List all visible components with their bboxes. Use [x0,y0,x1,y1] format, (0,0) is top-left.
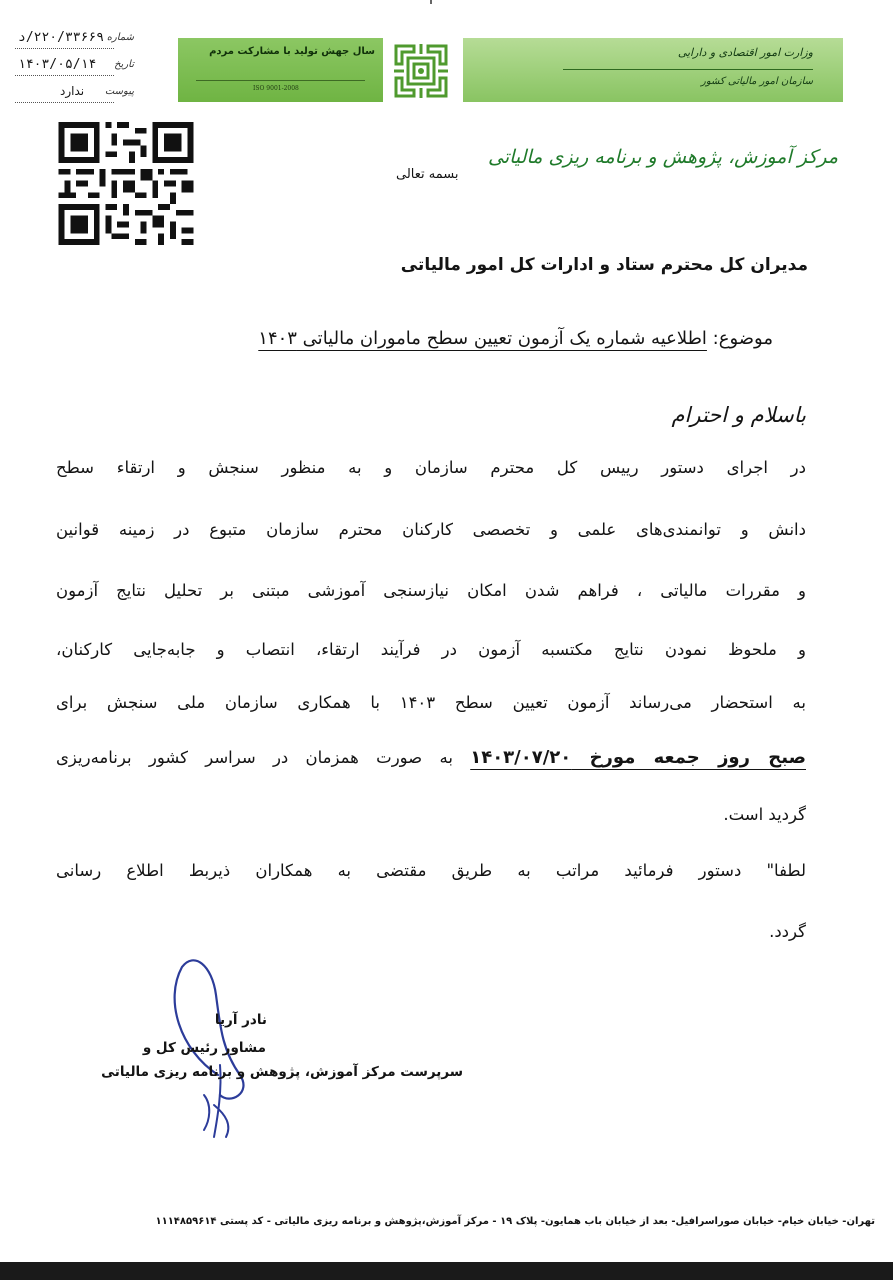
slogan-panel [178,38,383,102]
body-line: و ملحوظ نمودن نتایج مکتسبه آزمون در فرآیند ارتقاء، انتصاب و جابه‌جایی کارکنان، [56,640,806,659]
body-line: دانش و توانمندی‌های علمی و تخصصی کارکنان محترم سازمان متبوع در زمینه قوانین [56,520,806,539]
year-slogan: سال جهش تولید با مشارکت مردم [209,46,375,57]
body-line: به استحضار می‌رساند آزمون تعیین سطح ۱۴۰۳ با همکاری سازمان ملی سنجش برای [56,693,806,712]
letterhead-band [178,38,843,102]
footer-address: تهران- خیابان خیام- خیابان صوراسرافیل- بعد از خیابان باب همایون- پلاک ۱۹ - مرکز آموزش،پژوهش و برنامه ریزی مالیاتی - کد پستی ۱۱۱۴۸۵۹۶۱۴ [155,1216,875,1227]
letter-meta [10,26,140,107]
subject-line [258,328,773,349]
signatory-title: سرپرست مرکز آموزش، پژوهش و برنامه ریزی مالیاتی [101,1064,463,1080]
exam-date-rest: به صورت همزمان در سراسر کشور برنامه‌ریزی [56,748,453,767]
center-name: مرکز آموزش، پژوهش و برنامه ریزی مالیاتی [488,146,838,168]
basmala: بسمه تعالی [396,167,459,182]
letter-number-value: ۲۲۰/۳۳۶۶۹/د [18,30,105,45]
letter-date-label: تاریخ [114,59,134,70]
page-edge-mark [430,0,432,4]
exam-date-line [56,747,806,768]
meta-dotted-line [15,48,114,49]
body-line: در اجرای دستور رییس کل محترم سازمان و به منظور سنجش و ارتقاء سطح [56,458,806,477]
letter-attachment-label: پیوست [104,86,134,97]
bottom-border [0,1262,893,1280]
closing-line: گردد. [769,922,806,941]
ministry-divider [563,69,813,70]
tax-organization-emblem-icon [390,40,452,102]
letter-number-row [10,26,140,53]
addressee: مدیران کل محترم ستاد و ادارات کل امور مالیاتی [400,255,808,275]
slogan-divider [196,80,365,81]
closing-line: لطفا" دستور فرمائید مراتب به طریق مقتضی به همکاران ذیربط اطلاع رسانی [56,861,806,880]
letter-number-label: شماره [106,32,134,43]
ministry-panel [463,38,843,102]
letter-attachment-value: ندارد [60,84,85,98]
meta-dotted-line [15,75,114,76]
iso-certificate: ISO 9001-2008 [253,85,299,92]
subject-value: اطلاعیه شماره یک آزمون تعیین سطح ماموران مالیاتی ۱۴۰۳ [258,328,707,349]
letter-date-row [10,53,140,80]
letter-attachment-row [10,80,140,107]
body-line: گردید است. [723,805,806,824]
ministry-name: وزارت امور اقتصادی و دارایی [677,46,813,59]
qr-code-icon [57,122,195,245]
signatory-name: نادر آریا [214,1012,267,1028]
exam-date: صبح روز جمعه مورخ ۱۴۰۳/۰۷/۲۰ [470,747,806,768]
letter-date-value: ۱۴۰۳/۰۵/۱۴ [18,57,97,72]
organization-name: سازمان امور مالیاتی کشور [701,76,813,87]
signatory-title: مشاور رئیس کل و [142,1040,266,1056]
meta-dotted-line [15,102,114,103]
subject-label: موضوع: [712,328,773,349]
body-line: و مقررات مالیاتی ، فراهم شدن امکان نیازسنجی آموزشی مبتنی بر تحلیل نتایج آزمون [56,581,806,600]
greeting: باسلام و احترام [671,403,806,427]
